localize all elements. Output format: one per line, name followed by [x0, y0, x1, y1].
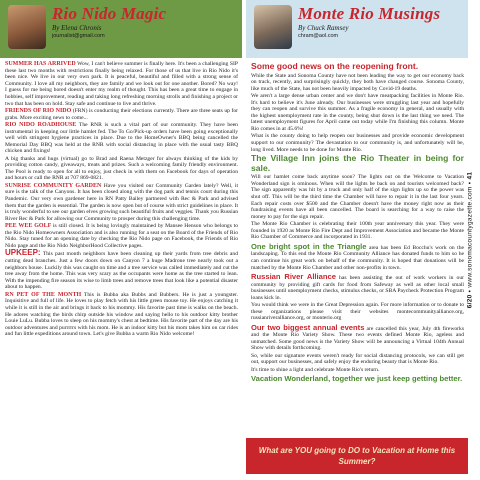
column-email[interactable]: journalist@gmail.com — [52, 33, 105, 39]
column-email[interactable]: chram@aol.com — [298, 33, 339, 39]
monte-rio-column — [246, 0, 468, 385]
section-heading: PEE WEE GOLF — [5, 223, 52, 230]
section-heading: One bright spot in the Triangle — [251, 241, 367, 251]
columnist-photo — [8, 5, 46, 49]
rio-nido-masthead — [0, 0, 242, 58]
paragraph-text: (FRN) is conducting their elections currently. There are three seats up for grabs. More exciting news to come... — [5, 107, 238, 121]
section-heading: SUNRISE COMMUNITY GARDEN — [5, 182, 102, 189]
paragraph-text: Have you visited our Community Garden lately? Well, it sure is the talk of the Canyons. It has been closed along with the dog park and tennis court during this Pandemic. Our very own gardener here in RN Patty Bailey partnered with Rec & Park and advised them that the garden is essential. The garden is now open but of course with strict guidelines in place. It is truly wonderful to see our garden elves growing such beautiful fruits and veggies. Thank you Russian River Rec & Park for allowing our Community to prosper during this challenging time. — [5, 182, 239, 222]
paragraph-text: We aren't a large dense urban center and we don't have meatpacking facilities in Monte Rio. It's hard to believe it's June already. Our businesses were struggling last year and hopefully they can reopen and survive this summer. As a fragile economy in general, and usually with the highest unemployment rate in the county, being shut down is the last thing we need. The latest unemployment figures for April came out today while I'm finishing this column. Monte Rio comes in at 45.6%! — [251, 93, 464, 133]
article-paragraph — [5, 61, 238, 107]
rio-nido-column — [0, 0, 242, 339]
paragraph-text: are cancelled this year, July 4th fireworks and the Monte Rio Variety Show. These two events defined Monte Rio, ageless and unmatched. Some good news is the Variety Show will be announcing a Virtual 104th Annual Show with details forthcoming. — [251, 325, 464, 352]
article-paragraph — [5, 108, 238, 121]
article-paragraph — [251, 302, 464, 322]
article-paragraph — [251, 374, 464, 384]
section-heading: SUMMER HAS ARRIVED — [5, 61, 76, 67]
paragraph-text: The Monte Rio Chamber is celebrating their 100th year anniversary this year. They were founded in 1920 as Monte Rio Fire Dept and Improvement Association and became the Monte Rio Chamber of Commerce and incorporated in 1931. — [251, 221, 464, 241]
column-byline: By Elena Chronis — [52, 24, 102, 32]
paragraph-text: The RNR is such a vital part of our community. They have been instrumental in keeping our little hamlet fed. The To Go/Pick-up orders have been going exceptionally well with stringent hygiene practices in place. Due to the HomeOwner's BBQ being cancelled the Memorial Day BBQ was held at the RNR with social distancing in place with the usual tasty BBQ chicken and fixings! — [5, 121, 238, 155]
paragraph-text: This is Bubba aka Bubbs and Bubbers. He is just a youngster. Inquisitive and full of life. He loves to play fetch with his little green mouse toy. He enjoys catching it while it is still in the air and brings it back to his mommy. His favorite past time is walks on the beach. He adores watching the birds chirp outside his window and saying hello to his outdoor kitty brother Louie LuLu. Bubba loves to sleep on his mommy's chest at bedtime. His favorite part of the day are his outdoor adventures and purrrrrs with his mom. He is an indoor kitty but his mom takes him on car rides and fun little expeditions around town. Let's give Bubba a warm Rio Nido welcome! — [5, 291, 239, 338]
section-heading: UPKEEP: — [5, 248, 41, 258]
article-paragraph — [251, 73, 464, 93]
monte-rio-masthead — [246, 0, 468, 58]
paragraph-text: So, while our signature events weren't ready for social distancing protocols, we can still get out, support our businesses, and safely enjoy the enduring beauty that is Monte Rio. — [251, 352, 464, 366]
paragraph-text: is still closed. It is being lovingly maintained by Mansee Henson who belongs to the Rio Nido Homeowners Association and is also running for a seat on the Board of the Friends of Rio Nido. Stay tuned for an opening date by checking the Rio Nido page on Facebook, the Friends of Rio Nido page and the Rio Nido NeighborHood Collective pages. — [5, 223, 238, 250]
article-paragraph — [5, 223, 238, 249]
article-paragraph — [5, 183, 238, 223]
article-paragraph — [251, 272, 464, 301]
paragraph-text: You would think we were in the Great Depression again. For more information or to donate to these organizations please visit their websites montecommunityalliance.org, russianriveralliance.org, or monterio.org — [251, 302, 464, 322]
paragraph-text: This past month neighbors have been cleaning up their yards from tree debris and cutting dead branches. Just a few doors down on Canyon 7 a huge Madrone tree nearly took out a neighbors house. Luckily this was caught on time and a tree service was called immediately and cut the tree away from the home. This was very scary as the occupants were home as the tree started to lean. With the impending fire season its wise to limb trees and remove trees that look like a potential disaster about to happen. — [5, 251, 238, 291]
section-heading: FRIENDS OF RIO NIDO — [5, 107, 72, 114]
section-heading: Vacation Wonderland, together we just keep getting better. — [251, 374, 463, 384]
paragraph-text: area has been Ed Bocchu's work on the landscaping. To this end the Monte Rio Community Alliance has donated funds to him so he can continue his great work on behalf of the community. It is hoped that donations will be matched by the Monte Rio Chamber and other non-profits in town. — [251, 244, 464, 271]
page-number: 41 — [466, 171, 474, 180]
article-paragraph — [251, 93, 464, 133]
paragraph-text: Will our hamlet come back anytime soon? The lights out on the Welcome to Vacation Wonderland sign is ominous. When will the lights be back on and tourists welcomed back? The sign apparently was hit by a truck and only half of the sign lights up so the power was shut off. This will be the third time the Chamber will have to repair it in the last four years. Each repair costs over $500 and the Chamber doesn't have the money right now as their fundraising events have all been cancelled. The board is searching for a way to raise the money to pay for the sign repair. — [251, 174, 464, 220]
section-heading: The Village Inn joins the Rio Theater in being for sale. — [251, 153, 464, 173]
rio-nido-body — [0, 58, 242, 338]
article-paragraph — [5, 250, 238, 291]
article-paragraph — [5, 292, 238, 338]
paragraph-text: Wow, I can't believe summer is finally here. It's been a challenging SIP these last two months with restrictions finally being relaxed. For those of us that live in Rio Nido it's been nice. We live in our very own park. It is peaceful, beautiful and filled with a strong sense of Community. I love all my neighbors, they are family and we look out for one another. Bored? No way! I guess for me being bored doesn't enter my realm of thought. This has been a great time to engage in hobbies, self improvement, reading and taking long refreshing morning strolls and finishing a project or two that has been on hold. Stay safe and continue to live and thrive. — [5, 61, 238, 107]
article-paragraph — [251, 133, 464, 153]
column-title: Rio Nido Magic — [52, 4, 167, 23]
article-paragraph — [251, 353, 464, 366]
paragraph-text: While the State and Sonoma County have not been leading the way to get our economy back on track, recently, and surprisingly quickly, they both have changed course. Sonoma County, like much of the State, has not been heavily impacted by Covid-19 deaths. — [251, 72, 464, 92]
paragraph-text: A big thanks and hugs (virtual) go to Brad and Raena Metzger for always thinking of the kids by providing cotton candy, giveaways, treats and prizes. Such a welcoming family friendly environment. The Pool is ready to open for all to enjoy, just check in with them on Facebook for days of operation and hours or call the RNR at 707 869-0821. — [5, 155, 238, 182]
paragraph-text: has been assisting the out of work workers in our community by providing gift cards for food from Safeway as well as other local small businesses until unemployment checks, stimulus checks, or SBA Paycheck Protection Program loans kick in. — [251, 274, 464, 301]
column-title: Monte Rio Musings — [298, 4, 441, 23]
paragraph-text: It's time to shine a light and celebrate Monte Rio's return. — [251, 366, 380, 373]
page-footer-label: 6/20 • www.sonomacountygazette.com • 41 — [466, 171, 474, 309]
section-heading: RIO NIDO ROADHOUSE — [5, 121, 77, 128]
column-byline: By Chuck Ramsey — [298, 24, 349, 32]
section-heading: Russian River Alliance — [251, 271, 336, 281]
paragraph-text: What is the county doing to help reopen our businesses and provide economic development support to our community? The devastation to our community is, and unfortunately will be, long lived. More needs to be done for Monte Rio. — [251, 133, 464, 153]
section-heading: Some good news on the reopening front. — [251, 61, 419, 71]
article-paragraph — [251, 174, 464, 220]
article-paragraph — [251, 323, 464, 352]
article-paragraph — [5, 122, 238, 155]
article-paragraph — [5, 156, 238, 182]
section-heading: RN PET OF THE MONTH — [5, 291, 82, 298]
columnist-photo — [254, 5, 292, 49]
article-paragraph — [251, 221, 464, 241]
monte-rio-body — [246, 58, 468, 384]
site-url[interactable]: www.sonomacountygazette.com — [466, 186, 474, 288]
article-paragraph — [251, 367, 464, 374]
section-heading: Our two biggest annual events — [251, 322, 365, 332]
issue-date: 6/20 — [466, 294, 474, 309]
vacation-at-home-banner: What are YOU going to DO to Vacation at Home this Summer? — [246, 438, 468, 474]
article-paragraph — [251, 242, 464, 271]
